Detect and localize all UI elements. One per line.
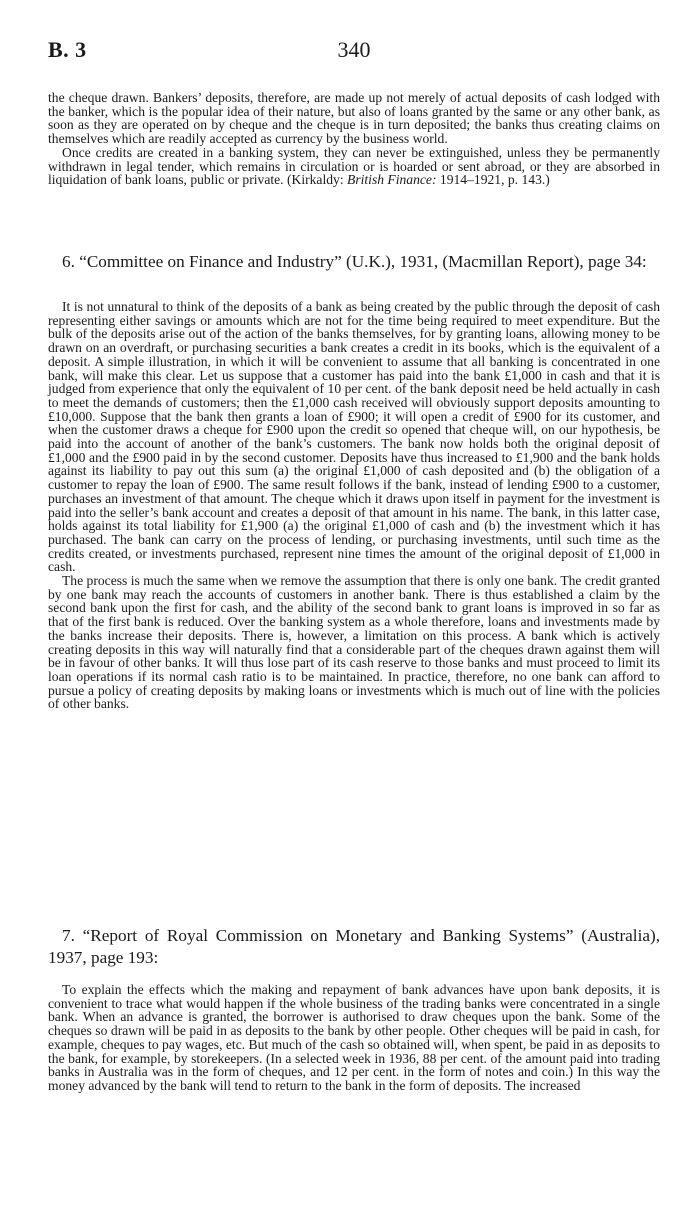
section-7-paragraph-1: To explain the effects which the making and repayment of bank advances have upon bank deposits, it is convenient to trace what would happen if the whole business of the trading banks were concentrated in a single bank. When an advance is granted, the borrower is authorised to draw cheques upon the bank. Some of the cheques so drawn will be paid in as deposits to the bank by other people. Other cheques will be paid in cash, for example, cheques to pay wages, etc. But much of the cash so obtained will, when spent, be paid in as deposits to the bank, for example, by storekeepers. (In a selected week in 1936, 88 per cent. of the amount paid into trading banks in Australia was in the form of cheques, and 12 per cent. in the form of notes and coin.) In this way the money advanced by the bank will tend to return to the bank in the form of deposits. The increased bbox=[48, 982, 660, 1093]
intro-paragraph-1: the cheque drawn. Bankers’ deposits, therefore, are made up not merely of actual deposits of cash lodged with the banker, which is the popular idea of their nature, but also of loans granted by the same or any other bank, as soon as they are operated on by cheque and the cheque is in turn deposited; the banks thus creating claims on themselves which are readily accepted as currency by the business world. bbox=[48, 90, 660, 147]
section-6-paragraph-2: The process is much the same when we remove the assumption that there is only one bank. The credit granted by one bank may reach the accounts of customers in another bank. There is thus established a claim by the second bank upon the first for cash, and the ability of the second bank to grant loans is improved in so far as that of the first bank is reduced. Over the banking system as a whole therefore, loans and investments made by the banks increase their deposits. There is, however, a limitation on this process. A bank which is actively creating deposits in this way will naturally find that a considerable part of the cheques drawn against them will be in favour of other banks. It will thus lose part of its cash reserve to those banks and must proceed to limit its loan operations if its normal cash ratio is to be maintained. In practice, therefore, no one bank can afford to pursue a policy of creating deposits by making loans or investments which is much out of line with the policies of other banks. bbox=[48, 573, 660, 712]
source-title: British Finance: bbox=[347, 172, 437, 188]
intro-paragraph-2: Once credits are created in a banking system, they can never be extinguished, unless they be permanently withdrawn in legal tender, which remains in circulation or is hoarded or sent abroad, or they are absorbed in liquidation of bank loans, public or private. (Kirkaldy: British Finance: 1914–1921, p. 143.) bbox=[48, 144, 660, 188]
section-6-heading: 6. “Committee on Finance and Industry” (U.K.), 1931, (Macmillan Report), page 34: bbox=[62, 252, 647, 271]
document-page bbox=[48, 0, 660, 1093]
section-label: B. 3 bbox=[48, 37, 87, 62]
intro-block bbox=[48, 91, 660, 187]
section-7 bbox=[48, 925, 660, 968]
section-7-heading: 7. “Report of Royal Commission on Monetary and Banking Systems” (Australia), 1937, page 193: bbox=[48, 926, 660, 967]
page-number: 340 bbox=[337, 37, 371, 62]
section-6-body bbox=[48, 300, 660, 711]
page-header bbox=[48, 0, 660, 60]
section-6-paragraph-1: It is not unnatural to think of the deposits of a bank as being created by the public through the deposit of cash representing either savings or amounts which are not for the time being required to meet expenditure. But the bulk of the deposits arise out of the action of the banks themselves, for by granting loans, allowing money to be drawn on an overdraft, or purchasing securities a bank creates a credit in its books, which is the equivalent of a deposit. A simple illustration, in which it will be convenient to assume that all banking is concentrated in one bank, will make this clear. Let us suppose that a customer has paid into the bank £1,000 in cash and that it is judged from experience that only the equivalent of 10 per cent. of the bank deposit need be held actually in cash to meet the demands of customers; then the £1,000 cash received will obviously support deposits amounting to £10,000. Suppose that the bank then grants a loan of £900; it will open a credit of £900 for its customer, and when the customer draws a cheque for £900 upon the credit so opened that cheque will, on our hypothesis, be paid into the account of another of the bank’s customers. The bank now holds both the original deposit of £1,000 and the £900 paid in by the second customer. Deposits have thus increased to £1,900 and the bank holds against its liability to pay out this sum (a) the original £1,000 of cash deposited and (b) the obligation of a customer to repay the loan of £900. The same result follows if the bank, instead of lending £900 to a customer, purchases an investment of that amount. The cheque which it draws upon itself in payment for the investment is paid into the seller’s bank account and creates a deposit of that amount in his name. The bank, in this latter case, holds against its total liability for £1,900 (a) the original £1,000 of cash and (b) the investment which it has purchased. The bank can carry on the process of lending, or purchasing investments, until such time as the credits created, or investments purchased, represent nine times the amount of the original deposit of £1,000 in cash. bbox=[48, 299, 660, 575]
section-7-body bbox=[48, 983, 660, 1093]
section-6 bbox=[48, 251, 660, 273]
